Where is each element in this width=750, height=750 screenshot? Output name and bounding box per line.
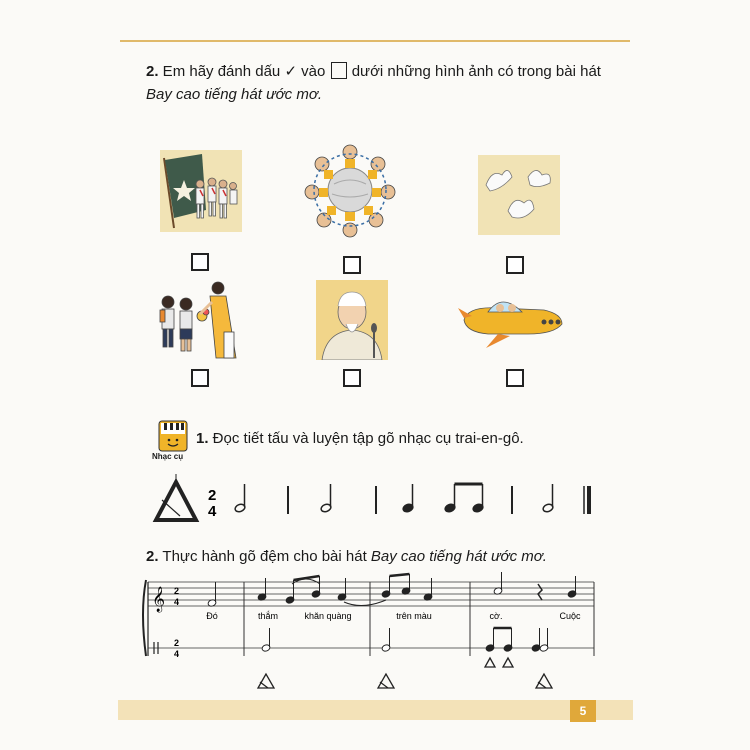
rhythm-notes (234, 484, 589, 514)
percussion-time-sig-top: 2 (174, 638, 180, 648)
section-2-number: 2. (146, 548, 159, 565)
section-2-heading (146, 548, 547, 565)
lyric-2: thắm (257, 611, 279, 621)
score-time-sig-bottom: 4 (174, 597, 180, 607)
section-1-number: 1. (196, 430, 209, 447)
lyric-3: khăn quàng (304, 611, 352, 621)
exercise-number: 2. (146, 63, 159, 80)
triangle-instrument-icon (156, 474, 196, 520)
lyric-1: Đó (206, 611, 218, 621)
lyric-4: trên màu (396, 611, 432, 621)
section-1-heading (196, 430, 524, 447)
lyric-6: Cuộc (559, 611, 581, 621)
system-brace (143, 580, 146, 656)
children-around-globe-picture (300, 140, 400, 240)
top-rule (120, 40, 630, 42)
instruction-text-3: dưới những hình ảnh có trong bài hát (347, 63, 601, 80)
section-2-song: Bay cao tiếng hát ước mơ. (370, 548, 547, 565)
checkbox-picture-2[interactable] (343, 256, 361, 274)
percussion-notes (261, 628, 549, 652)
triangle-markers (258, 658, 552, 688)
uncle-ho-picture (316, 280, 388, 360)
percussion-time-sig-bottom: 4 (174, 649, 180, 659)
rhythm-time-sig-bottom: 4 (208, 503, 217, 520)
teacher-students-picture (152, 272, 258, 362)
checkbox-picture-6[interactable] (506, 369, 524, 387)
checkbox-sample-icon (331, 62, 347, 79)
section-1-text: Đọc tiết tấu và luyện tập gõ nhạc cụ trai-en-gô. (208, 430, 524, 447)
checkbox-picture-5[interactable] (343, 369, 361, 387)
page-number: 5 (570, 700, 596, 722)
score-time-sig-top: 2 (174, 586, 180, 596)
instruction-text: Em hãy đánh dấu (158, 63, 285, 80)
rhythm-line (140, 470, 610, 530)
instruction-text-2: vào (297, 63, 330, 80)
exercise-2-title (146, 62, 601, 82)
checkbox-picture-4[interactable] (191, 369, 209, 387)
instrument-label: Nhạc cụ (152, 452, 184, 461)
treble-clef-icon: 𝄞 (152, 586, 166, 611)
children-airplane-picture (458, 290, 566, 350)
slur (344, 600, 386, 606)
music-score (140, 572, 600, 700)
checkbox-picture-3[interactable] (506, 256, 524, 274)
section-2-text: Thực hành gõ đệm cho bài hát (158, 548, 371, 565)
flag-children-picture (160, 150, 242, 232)
piano-smiley-icon (158, 420, 188, 452)
doves-picture (478, 155, 560, 235)
checkbox-picture-1[interactable] (191, 253, 209, 271)
lyric-5: cờ. (489, 611, 503, 621)
footer-band (118, 700, 633, 720)
melody-notes (207, 572, 577, 607)
check-mark-icon: ✓ (284, 63, 298, 80)
song-title: Bay cao tiếng hát ước mơ. (146, 86, 323, 103)
rhythm-time-sig-top: 2 (208, 487, 217, 504)
